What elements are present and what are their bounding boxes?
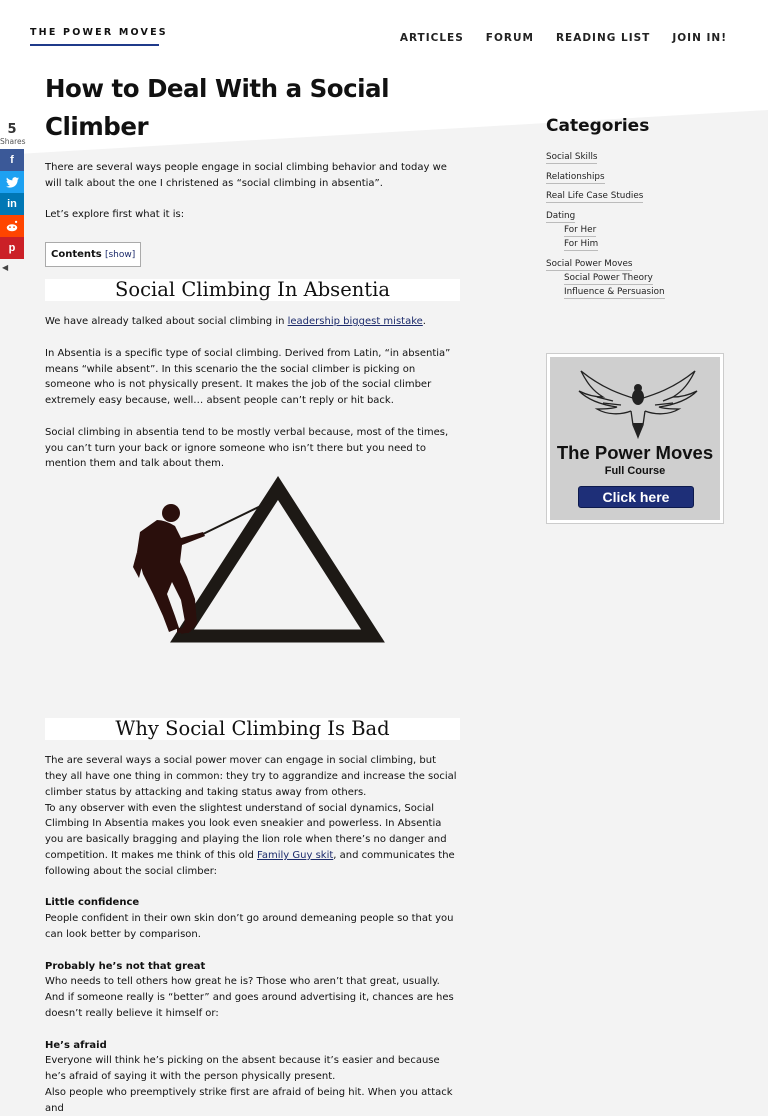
heading-not-that-great: Probably he’s not that great bbox=[45, 960, 206, 972]
sidebar bbox=[546, 116, 726, 297]
ad-click-here-button[interactable]: Click here bbox=[578, 486, 694, 508]
category-relationships[interactable]: Relationships bbox=[546, 171, 605, 182]
section2-paragraph-1: The are several ways a social power mover can engage in social climbing, but they all have one thing in common: they try to aggrandize and increase the social climber status by attacking and taking status away from others. bbox=[45, 755, 457, 798]
site-logo[interactable]: THE POWER MOVES bbox=[30, 27, 168, 38]
paragraph-not-that-great: Who needs to tell others how great he is? Those who aren’t that great, usually. And if someone really is “better” and goes around advertising it, chances are hes doesn’t really believe it himself or: bbox=[45, 976, 454, 1019]
nav-join-in[interactable]: JOIN IN! bbox=[672, 32, 727, 44]
explore-paragraph: Let’s explore first what it is: bbox=[45, 209, 185, 221]
climber-illustration bbox=[45, 482, 460, 702]
s2p2-end: , and communicates the following about the social climber: bbox=[45, 849, 455, 877]
facebook-icon: f bbox=[10, 154, 14, 166]
family-guy-link[interactable]: Family Guy skit bbox=[257, 849, 334, 861]
contents-show-link[interactable]: [show] bbox=[104, 250, 136, 261]
reddit-icon bbox=[5, 220, 19, 232]
section2-paragraph-2 bbox=[45, 801, 460, 880]
section-heading-absentia: Social Climbing In Absentia bbox=[45, 279, 460, 301]
s1p1-end: . bbox=[422, 316, 426, 328]
share-bar bbox=[0, 122, 24, 272]
table-of-contents bbox=[45, 242, 141, 267]
eagle-icon bbox=[573, 367, 703, 442]
nav-forum[interactable]: FORUM bbox=[485, 32, 534, 44]
reddit-share-button[interactable] bbox=[0, 215, 24, 237]
nav-articles[interactable]: ARTICLES bbox=[399, 32, 464, 44]
category-social-skills[interactable]: Social Skills bbox=[546, 152, 598, 162]
paragraph-afraid-2: Also people who preemptively strike first are afraid of being hit. When you attack and bbox=[45, 1086, 453, 1114]
page-title: How to Deal With a Social Climber bbox=[45, 74, 389, 141]
leadership-mistake-link[interactable]: leadership biggest mistake bbox=[287, 316, 423, 328]
pinterest-icon: p bbox=[8, 242, 16, 254]
s1p1-text: We have already talked about social climbing in bbox=[45, 316, 288, 328]
pinterest-share-button[interactable] bbox=[0, 237, 24, 259]
course-ad-banner[interactable] bbox=[547, 354, 723, 523]
share-count: 5 bbox=[7, 122, 17, 137]
linkedin-icon: in bbox=[7, 198, 17, 210]
section-heading-why-bad: Why Social Climbing Is Bad bbox=[45, 718, 460, 740]
contents-label: Contents bbox=[51, 249, 102, 261]
heading-little-confidence: Little confidence bbox=[45, 897, 140, 909]
section1-paragraph-3: Social climbing in absentia tend to be mostly verbal because, most of the times, you can’t turn your back or ignore someone who isn’t there but you need to mention them and talk about them. bbox=[45, 426, 449, 470]
category-social-power-moves[interactable]: Social Power Moves bbox=[546, 258, 633, 269]
ad-subtitle: Full Course bbox=[604, 465, 666, 477]
main-nav bbox=[400, 32, 727, 44]
logo-underline bbox=[30, 44, 159, 46]
share-label: Shares bbox=[0, 137, 26, 146]
category-for-him[interactable]: For Him bbox=[564, 238, 599, 249]
s2p2-text: To any observer with even the slightest understand of social dynamics, Social Climbing In Absentia makes you look even sneakier and powerless. In Absentia you are basically bragging and playing the lion role when there’s no danger and competition. It makes me think of this old bbox=[45, 802, 447, 861]
intro-paragraph: There are several ways people engage in social climbing behavior and today we will talk about the one I christened as “social climbing in absentia”. bbox=[45, 162, 447, 189]
section1-paragraph-2: In Absentia is a specific type of social climbing. Derived from Latin, “in absentia” means “while absent”. In this scenario the the social climber is picking on someone who is not physically present. It makes the job of the social climber extremely easy because, well… absent people can’t reply or hit back. bbox=[45, 347, 451, 407]
article bbox=[45, 70, 460, 1116]
category-case-studies[interactable]: Real Life Case Studies bbox=[546, 191, 644, 201]
hide-share-icon[interactable]: ◀ bbox=[2, 263, 9, 272]
paragraph-afraid-1: Everyone will think he’s picking on the absent because it’s easier and because he’s afraid of saying it with the person physically present. bbox=[45, 1055, 440, 1083]
section1-paragraph-1 bbox=[45, 314, 460, 330]
twitter-icon bbox=[6, 177, 19, 188]
categories-heading: Categories bbox=[546, 116, 650, 136]
category-social-power-theory[interactable]: Social Power Theory bbox=[564, 272, 653, 283]
heading-afraid: He’s afraid bbox=[45, 1039, 107, 1051]
category-for-her[interactable]: For Her bbox=[564, 224, 597, 235]
paragraph-little-confidence: People confident in their own skin don’t go around demeaning people so that you can look better by comparison. bbox=[45, 913, 454, 940]
ad-title: The Power Moves bbox=[556, 442, 714, 463]
twitter-share-button[interactable] bbox=[0, 171, 24, 193]
linkedin-share-button[interactable] bbox=[0, 193, 24, 215]
facebook-share-button[interactable] bbox=[0, 149, 24, 171]
category-influence-persuasion[interactable]: Influence & Persuasion bbox=[564, 286, 665, 297]
category-dating[interactable]: Dating bbox=[546, 210, 576, 221]
nav-reading-list[interactable]: READING LIST bbox=[555, 32, 651, 44]
